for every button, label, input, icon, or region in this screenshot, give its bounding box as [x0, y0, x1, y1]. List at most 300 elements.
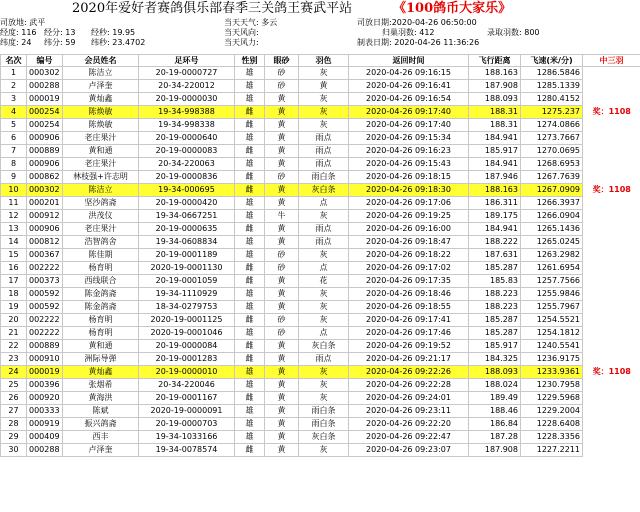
- cell-eye: 黄: [265, 106, 299, 119]
- cell-return-time: 2020-04-26 09:19:25: [349, 210, 469, 223]
- cell-distance: 188.223: [469, 288, 521, 301]
- cell-distance: 188.46: [469, 405, 521, 418]
- cell-distance: 187.946: [469, 171, 521, 184]
- cell-eye: 黄: [265, 93, 299, 106]
- cell-member-id: 000254: [27, 119, 63, 132]
- cell-eye: 黄: [265, 353, 299, 366]
- cell-ring-number: 20-19-0001059: [139, 275, 235, 288]
- cell-award: [583, 210, 640, 223]
- cell-speed: 1266.0904: [521, 210, 583, 223]
- cell-color: 点: [299, 262, 349, 275]
- cell-distance: 185.287: [469, 327, 521, 340]
- header-award: 中三羽: [583, 55, 640, 67]
- cell-color: 灰: [299, 106, 349, 119]
- cell-sex: 雄: [235, 132, 265, 145]
- cell-speed: 1255.7967: [521, 301, 583, 314]
- cell-speed: 1275.237: [521, 106, 583, 119]
- table-row: [1, 132, 640, 145]
- cell-distance: 187.908: [469, 80, 521, 93]
- cell-color: 点: [299, 197, 349, 210]
- cell-eye: 黄: [265, 145, 299, 158]
- cell-member-id: 000254: [27, 106, 63, 119]
- cell-distance: 188.222: [469, 236, 521, 249]
- cell-return-time: 2020-04-26 09:17:02: [349, 262, 469, 275]
- table-row: [1, 392, 640, 405]
- cell-rank: 1: [1, 67, 27, 80]
- cell-eye: 黄: [265, 392, 299, 405]
- race-info: [0, 18, 640, 54]
- cell-return-time: 2020-04-26 09:18:22: [349, 249, 469, 262]
- cell-sex: 雄: [235, 379, 265, 392]
- cell-member-name: 黄灿鑫: [63, 366, 139, 379]
- table-body: [1, 67, 640, 457]
- info-latitude: 纬度: 24: [0, 38, 32, 47]
- cell-member-name: 陈焕敏: [63, 106, 139, 119]
- cell-distance: 188.223: [469, 301, 521, 314]
- cell-ring-number: 19-34-0078574: [139, 444, 235, 457]
- info-weather: 当天天气: 多云: [224, 18, 278, 27]
- cell-rank: 21: [1, 327, 27, 340]
- cell-sex: 雌: [235, 392, 265, 405]
- cell-speed: 1274.0866: [521, 119, 583, 132]
- cell-color: 灰白条: [299, 184, 349, 197]
- cell-sex: 雄: [235, 288, 265, 301]
- cell-rank: 12: [1, 210, 27, 223]
- cell-rank: 10: [1, 184, 27, 197]
- cell-rank: 4: [1, 106, 27, 119]
- table-row: [1, 145, 640, 158]
- cell-return-time: 2020-04-26 09:18:15: [349, 171, 469, 184]
- cell-award: [583, 340, 640, 353]
- cell-sex: 雌: [235, 145, 265, 158]
- cell-color: 灰: [299, 93, 349, 106]
- cell-eye: 黄: [265, 132, 299, 145]
- table-row: [1, 223, 640, 236]
- cell-member-id: 000288: [27, 444, 63, 457]
- cell-distance: 185.287: [469, 314, 521, 327]
- cell-eye: 黄: [265, 288, 299, 301]
- header-eye: 眼砂: [265, 55, 299, 67]
- info-location: 司放地: 武平: [0, 18, 46, 27]
- cell-member-name: 浩智鸽舍: [63, 236, 139, 249]
- table-row: [1, 158, 640, 171]
- cell-award: [583, 119, 640, 132]
- cell-return-time: 2020-04-26 09:17:46: [349, 327, 469, 340]
- cell-rank: 2: [1, 80, 27, 93]
- cell-member-name: 卢泽奎: [63, 80, 139, 93]
- cell-member-name: 黄海洪: [63, 392, 139, 405]
- cell-color: 雨白条: [299, 418, 349, 431]
- cell-return-time: 2020-04-26 09:17:40: [349, 106, 469, 119]
- cell-rank: 27: [1, 405, 27, 418]
- cell-ring-number: 20-19-0000083: [139, 145, 235, 158]
- cell-speed: 1285.1339: [521, 80, 583, 93]
- cell-award: [583, 171, 640, 184]
- cell-member-id: 000302: [27, 184, 63, 197]
- cell-ring-number: 20-34-220012: [139, 80, 235, 93]
- header-rank: 名次: [1, 55, 27, 67]
- cell-member-name: 洪茂仪: [63, 210, 139, 223]
- cell-member-id: 000592: [27, 301, 63, 314]
- cell-member-name: 陈斌: [63, 405, 139, 418]
- table-row: [1, 379, 640, 392]
- cell-return-time: 2020-04-26 09:16:54: [349, 93, 469, 106]
- cell-rank: 29: [1, 431, 27, 444]
- cell-ring-number: 18-34-0279753: [139, 301, 235, 314]
- cell-return-time: 2020-04-26 09:18:55: [349, 301, 469, 314]
- info-wind-dir: 当天风向:: [224, 28, 259, 37]
- table-row: [1, 106, 640, 119]
- cell-award: [583, 418, 640, 431]
- cell-eye: 黄: [265, 405, 299, 418]
- cell-ring-number: 2020-19-0000091: [139, 405, 235, 418]
- cell-rank: 8: [1, 158, 27, 171]
- cell-ring-number: 2020-19-0001130: [139, 262, 235, 275]
- cell-member-id: 000367: [27, 249, 63, 262]
- table-row: [1, 418, 640, 431]
- cell-rank: 30: [1, 444, 27, 457]
- cell-speed: 1255.9846: [521, 288, 583, 301]
- table-row: [1, 171, 640, 184]
- cell-sex: 雌: [235, 444, 265, 457]
- cell-eye: 黄: [265, 301, 299, 314]
- cell-distance: 185.287: [469, 262, 521, 275]
- cell-speed: 1257.7566: [521, 275, 583, 288]
- cell-rank: 26: [1, 392, 27, 405]
- cell-speed: 1229.2004: [521, 405, 583, 418]
- cell-member-id: 000919: [27, 418, 63, 431]
- cell-member-id: 000812: [27, 236, 63, 249]
- cell-speed: 1263.2982: [521, 249, 583, 262]
- cell-sex: 雄: [235, 197, 265, 210]
- cell-member-id: 000906: [27, 132, 63, 145]
- cell-distance: 184.941: [469, 132, 521, 145]
- cell-eye: 黄: [265, 431, 299, 444]
- cell-member-name: 老庄果汁: [63, 158, 139, 171]
- cell-ring-number: 20-19-0000640: [139, 132, 235, 145]
- cell-member-name: 陈洁立: [63, 67, 139, 80]
- cell-award: [583, 223, 640, 236]
- cell-distance: 187.631: [469, 249, 521, 262]
- cell-member-id: 000889: [27, 340, 63, 353]
- cell-member-id: 000409: [27, 431, 63, 444]
- cell-distance: 185.83: [469, 275, 521, 288]
- cell-rank: 13: [1, 223, 27, 236]
- cell-member-id: 000912: [27, 210, 63, 223]
- cell-color: 灰: [299, 67, 349, 80]
- cell-sex: 雄: [235, 236, 265, 249]
- cell-return-time: 2020-04-26 09:15:34: [349, 132, 469, 145]
- table-row: [1, 184, 640, 197]
- cell-member-id: 000396: [27, 379, 63, 392]
- table-row: [1, 314, 640, 327]
- cell-award: [583, 132, 640, 145]
- cell-speed: 1267.7639: [521, 171, 583, 184]
- cell-ring-number: 20-34-220046: [139, 379, 235, 392]
- cell-eye: 黄: [265, 418, 299, 431]
- cell-return-time: 2020-04-26 09:16:23: [349, 145, 469, 158]
- cell-ring-number: 20-19-0000727: [139, 67, 235, 80]
- cell-member-name: 林枝强+许志明: [63, 171, 139, 184]
- table-row: [1, 444, 640, 457]
- table-row: [1, 249, 640, 262]
- cell-member-name: 老庄果汁: [63, 132, 139, 145]
- cell-award: 奖：1108: [583, 184, 640, 197]
- cell-rank: 19: [1, 301, 27, 314]
- cell-return-time: 2020-04-26 09:18:46: [349, 288, 469, 301]
- cell-color: 灰: [299, 392, 349, 405]
- table-row: [1, 340, 640, 353]
- cell-sex: 雄: [235, 418, 265, 431]
- info-wind-force: 当天风力:: [224, 38, 259, 47]
- cell-speed: 1228.6408: [521, 418, 583, 431]
- header-return-time: 返回时间: [349, 55, 469, 67]
- cell-sex: 雄: [235, 210, 265, 223]
- info-homing: 归巢羽数: 412: [382, 28, 435, 37]
- cell-award: [583, 392, 640, 405]
- cell-distance: 189.49: [469, 392, 521, 405]
- cell-color: 点: [299, 327, 349, 340]
- cell-distance: 184.941: [469, 223, 521, 236]
- cell-rank: 3: [1, 93, 27, 106]
- cell-rank: 5: [1, 119, 27, 132]
- cell-color: 灰: [299, 366, 349, 379]
- cell-return-time: 2020-04-26 09:22:28: [349, 379, 469, 392]
- cell-rank: 11: [1, 197, 27, 210]
- cell-member-name: 黄灿鑫: [63, 93, 139, 106]
- cell-member-id: 002222: [27, 314, 63, 327]
- cell-ring-number: 20-19-0000836: [139, 171, 235, 184]
- cell-distance: 186.311: [469, 197, 521, 210]
- cell-member-name: 卢泽奎: [63, 444, 139, 457]
- cell-speed: 1266.3937: [521, 197, 583, 210]
- cell-distance: 184.325: [469, 353, 521, 366]
- cell-distance: 188.163: [469, 184, 521, 197]
- table-row: [1, 275, 640, 288]
- cell-color: 雨点: [299, 158, 349, 171]
- cell-eye: 黄: [265, 379, 299, 392]
- cell-eye: 黄: [265, 236, 299, 249]
- cell-color: 雨点: [299, 132, 349, 145]
- cell-sex: 雄: [235, 249, 265, 262]
- cell-member-name: 陈金鸽斋: [63, 301, 139, 314]
- cell-ring-number: 20-19-0001167: [139, 392, 235, 405]
- cell-eye: 砂: [265, 314, 299, 327]
- title-main: 2020年爱好者赛鸽俱乐部春季三关鸽王赛武平站: [72, 1, 353, 16]
- cell-speed: 1254.1812: [521, 327, 583, 340]
- table-row: [1, 353, 640, 366]
- cell-member-name: 陈金鸽斋: [63, 288, 139, 301]
- cell-speed: 1229.5968: [521, 392, 583, 405]
- cell-member-name: 杨育明: [63, 262, 139, 275]
- cell-color: 灰: [299, 210, 349, 223]
- page-title: [0, 0, 640, 18]
- cell-color: 灰: [299, 119, 349, 132]
- cell-award: [583, 327, 640, 340]
- cell-member-id: 000920: [27, 392, 63, 405]
- cell-award: [583, 158, 640, 171]
- cell-distance: 188.024: [469, 379, 521, 392]
- cell-ring-number: 19-34-0667251: [139, 210, 235, 223]
- cell-ring-number: 20-19-0000030: [139, 93, 235, 106]
- cell-member-id: 000333: [27, 405, 63, 418]
- cell-distance: 187.28: [469, 431, 521, 444]
- cell-distance: 188.163: [469, 67, 521, 80]
- cell-award: [583, 145, 640, 158]
- cell-return-time: 2020-04-26 09:24:01: [349, 392, 469, 405]
- cell-sex: 雄: [235, 431, 265, 444]
- table-row: [1, 197, 640, 210]
- cell-eye: 砂: [265, 67, 299, 80]
- cell-award: [583, 301, 640, 314]
- cell-sex: 雄: [235, 158, 265, 171]
- cell-member-id: 000910: [27, 353, 63, 366]
- cell-member-name: 杨育明: [63, 314, 139, 327]
- cell-eye: 砂: [265, 171, 299, 184]
- cell-sex: 雄: [235, 405, 265, 418]
- cell-ring-number: 20-19-0000635: [139, 223, 235, 236]
- cell-rank: 24: [1, 366, 27, 379]
- info-prizes: 录取羽数: 800: [487, 28, 540, 37]
- cell-rank: 7: [1, 145, 27, 158]
- cell-sex: 雄: [235, 301, 265, 314]
- cell-speed: 1254.5521: [521, 314, 583, 327]
- cell-sex: 雌: [235, 119, 265, 132]
- cell-award: [583, 197, 640, 210]
- table-row: [1, 67, 640, 80]
- cell-sex: 雌: [235, 340, 265, 353]
- cell-color: 灰: [299, 314, 349, 327]
- cell-member-id: 000889: [27, 145, 63, 158]
- cell-speed: 1270.0695: [521, 145, 583, 158]
- cell-rank: 18: [1, 288, 27, 301]
- cell-distance: 188.31: [469, 119, 521, 132]
- cell-rank: 6: [1, 132, 27, 145]
- cell-sex: 雌: [235, 106, 265, 119]
- cell-speed: 1240.5541: [521, 340, 583, 353]
- cell-member-id: 002222: [27, 262, 63, 275]
- cell-member-id: 000906: [27, 158, 63, 171]
- cell-eye: 黄: [265, 223, 299, 236]
- table-row: [1, 93, 640, 106]
- cell-color: 雨点: [299, 145, 349, 158]
- cell-eye: 黄: [265, 158, 299, 171]
- cell-member-name: 陈佳期: [63, 249, 139, 262]
- cell-return-time: 2020-04-26 09:17:06: [349, 197, 469, 210]
- cell-ring-number: 19-34-000695: [139, 184, 235, 197]
- cell-rank: 28: [1, 418, 27, 431]
- cell-speed: 1236.9175: [521, 353, 583, 366]
- table-row: [1, 327, 640, 340]
- cell-return-time: 2020-04-26 09:17:35: [349, 275, 469, 288]
- table-row: [1, 288, 640, 301]
- cell-rank: 23: [1, 353, 27, 366]
- table-row: [1, 119, 640, 132]
- cell-eye: 砂: [265, 249, 299, 262]
- cell-color: 灰: [299, 288, 349, 301]
- cell-rank: 22: [1, 340, 27, 353]
- cell-ring-number: 2020-19-0001046: [139, 327, 235, 340]
- cell-award: [583, 67, 640, 80]
- table-header: [1, 55, 640, 67]
- cell-speed: 1227.2211: [521, 444, 583, 457]
- cell-color: 灰: [299, 444, 349, 457]
- info-lng-sec: 经秒: 19.95: [91, 28, 136, 37]
- cell-color: 灰: [299, 249, 349, 262]
- cell-member-name: 杨育明: [63, 327, 139, 340]
- cell-award: 奖：1108: [583, 366, 640, 379]
- cell-return-time: 2020-04-26 09:17:41: [349, 314, 469, 327]
- cell-sex: 雌: [235, 353, 265, 366]
- cell-ring-number: 20-34-220063: [139, 158, 235, 171]
- cell-rank: 20: [1, 314, 27, 327]
- cell-member-name: 老庄果汁: [63, 223, 139, 236]
- table-row: [1, 405, 640, 418]
- cell-return-time: 2020-04-26 09:15:43: [349, 158, 469, 171]
- cell-sex: 雌: [235, 184, 265, 197]
- header-member-id: 编号: [27, 55, 63, 67]
- cell-member-id: 000201: [27, 197, 63, 210]
- cell-award: [583, 80, 640, 93]
- header-member-name: 会员姓名: [63, 55, 139, 67]
- table-row: [1, 366, 640, 379]
- cell-speed: 1280.4152: [521, 93, 583, 106]
- cell-color: 雨点: [299, 236, 349, 249]
- table-row: [1, 210, 640, 223]
- cell-return-time: 2020-04-26 09:16:15: [349, 67, 469, 80]
- cell-award: [583, 379, 640, 392]
- cell-member-id: 000373: [27, 275, 63, 288]
- cell-award: [583, 405, 640, 418]
- cell-ring-number: 19-34-1110929: [139, 288, 235, 301]
- cell-award: [583, 444, 640, 457]
- cell-sex: 雌: [235, 314, 265, 327]
- cell-ring-number: 20-19-0001283: [139, 353, 235, 366]
- cell-member-id: 000288: [27, 80, 63, 93]
- cell-eye: 黄: [265, 184, 299, 197]
- table-row: [1, 262, 640, 275]
- cell-color: 雨点: [299, 223, 349, 236]
- cell-speed: 1273.7667: [521, 132, 583, 145]
- cell-sex: 雌: [235, 171, 265, 184]
- cell-sex: 雌: [235, 223, 265, 236]
- cell-member-name: 西丰: [63, 431, 139, 444]
- cell-sex: 雌: [235, 262, 265, 275]
- cell-return-time: 2020-04-26 09:22:47: [349, 431, 469, 444]
- cell-award: [583, 288, 640, 301]
- cell-rank: 16: [1, 262, 27, 275]
- cell-eye: 黄: [265, 119, 299, 132]
- title-highlight: 《100鸽币大家乐》: [393, 1, 512, 16]
- cell-rank: 25: [1, 379, 27, 392]
- cell-color: 雨白条: [299, 171, 349, 184]
- cell-award: [583, 249, 640, 262]
- table-row: [1, 301, 640, 314]
- cell-member-id: 000302: [27, 67, 63, 80]
- cell-return-time: 2020-04-26 09:16:41: [349, 80, 469, 93]
- header-sex: 性别: [235, 55, 265, 67]
- cell-award: [583, 353, 640, 366]
- cell-speed: 1286.5846: [521, 67, 583, 80]
- table-row: [1, 80, 640, 93]
- cell-member-name: 张烟希: [63, 379, 139, 392]
- cell-award: [583, 93, 640, 106]
- cell-sex: 雄: [235, 67, 265, 80]
- cell-ring-number: 2020-19-0001125: [139, 314, 235, 327]
- header-ring-number: 足环号: [139, 55, 235, 67]
- info-made-time: 制表日期: 2020-04-26 11:36:26: [357, 38, 480, 47]
- cell-rank: 9: [1, 171, 27, 184]
